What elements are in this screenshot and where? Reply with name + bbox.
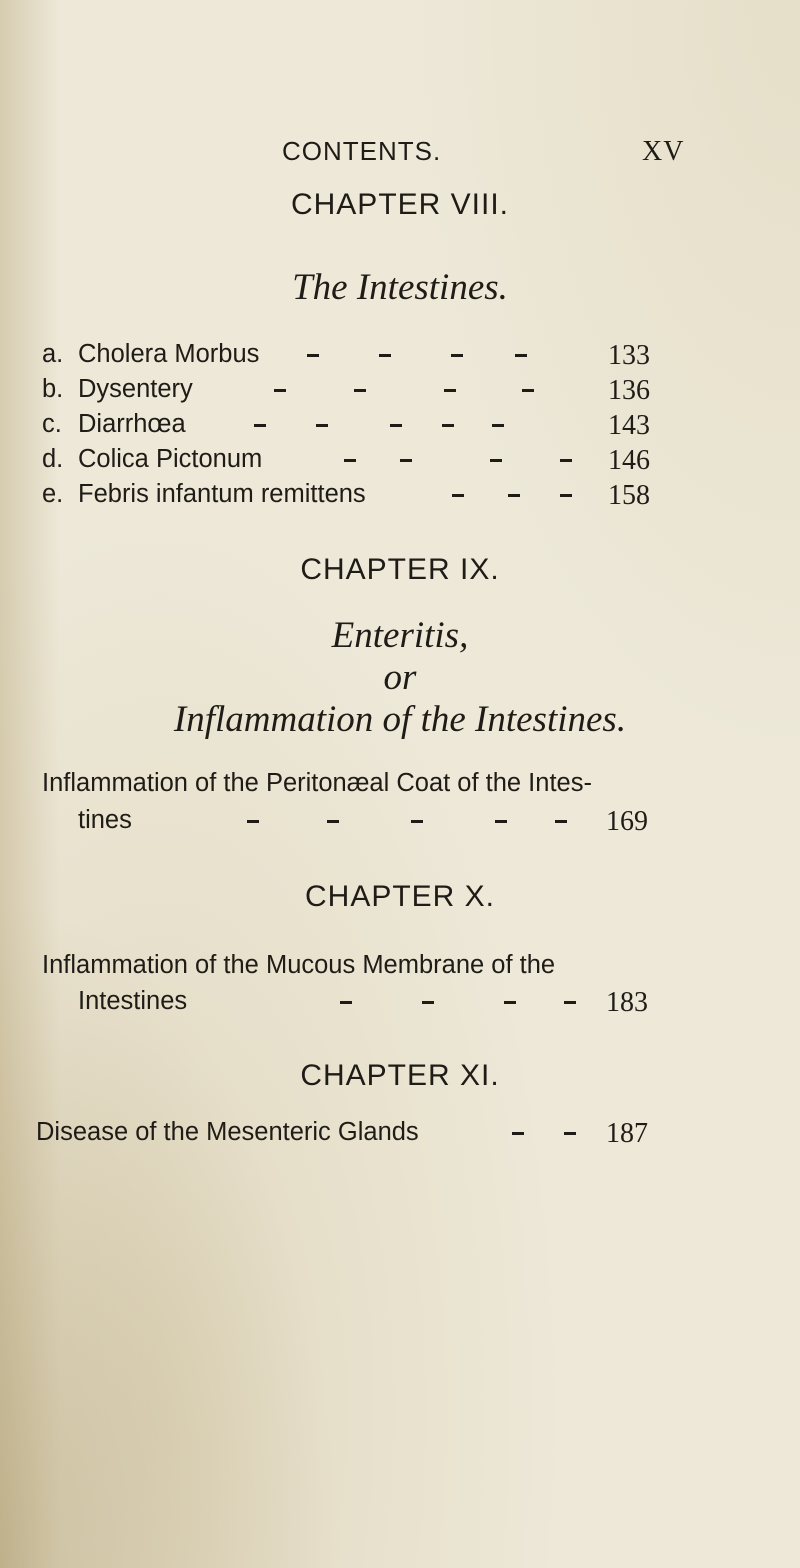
toc-entry[interactable] bbox=[42, 987, 692, 1021]
toc-entry[interactable] bbox=[36, 1118, 686, 1152]
entry-title: Cholera Morbus bbox=[78, 340, 260, 368]
chapter-ix-heading: CHAPTER IX. bbox=[300, 553, 500, 586]
entry-page: 169 bbox=[606, 806, 648, 837]
entry-letter: c. bbox=[42, 410, 62, 438]
chapter-viii-subtitle: The Intestines. bbox=[292, 267, 508, 308]
toc-entry[interactable] bbox=[42, 410, 692, 444]
entry-title: Colica Pictonum bbox=[78, 445, 263, 473]
entry-page: 187 bbox=[606, 1118, 648, 1149]
entry-title: Dysentery bbox=[78, 375, 193, 403]
toc-entry[interactable] bbox=[42, 340, 692, 374]
chapter-x-entry-line1: Inflammation of the Mucous Membrane of the bbox=[42, 951, 556, 979]
chapter-ix-subtitle-line1: Enteritis, bbox=[331, 615, 469, 656]
chapter-ix-entry-line1: Inflammation of the Peritonæal Coat of the Intes- bbox=[42, 769, 592, 797]
page-number: XV bbox=[642, 136, 685, 167]
toc-entry[interactable] bbox=[42, 375, 692, 409]
leader-dashes bbox=[247, 806, 567, 835]
entry-page: 136 bbox=[608, 375, 650, 406]
leader-dashes bbox=[254, 410, 504, 439]
entry-letter: e. bbox=[42, 480, 64, 508]
toc-entry[interactable] bbox=[42, 806, 692, 840]
entry-page: 158 bbox=[608, 480, 650, 511]
entry-page: 146 bbox=[608, 445, 650, 476]
entry-letter: b. bbox=[42, 375, 64, 403]
chapter-ix-subtitle-line2: or bbox=[383, 657, 417, 698]
entry-title: Intestines bbox=[78, 987, 188, 1015]
chapter-x-heading: CHAPTER X. bbox=[304, 880, 496, 913]
chapter-ix-subtitle-line3: Inflammation of the Intestines. bbox=[173, 699, 627, 740]
entry-page: 143 bbox=[608, 410, 650, 441]
entry-title: Disease of the Mesenteric Glands bbox=[36, 1118, 419, 1146]
toc-entry[interactable] bbox=[42, 445, 692, 479]
entry-page: 183 bbox=[606, 987, 648, 1018]
chapter-viii-heading: CHAPTER VIII. bbox=[290, 188, 510, 221]
leader-dashes bbox=[340, 987, 576, 1016]
entry-title: Febris infantum remittens bbox=[78, 480, 366, 508]
toc-entry[interactable] bbox=[42, 480, 692, 514]
entry-title: tines bbox=[78, 806, 132, 834]
entry-title: Diarrhœa bbox=[78, 410, 186, 438]
leader-dashes bbox=[274, 375, 534, 404]
leader-dashes bbox=[344, 445, 572, 474]
chapter-xi-heading: CHAPTER XI. bbox=[300, 1059, 500, 1092]
leader-dashes bbox=[452, 480, 572, 509]
entry-page: 133 bbox=[608, 340, 650, 371]
leader-dashes bbox=[512, 1118, 576, 1147]
entry-letter: a. bbox=[42, 340, 64, 368]
entry-letter: d. bbox=[42, 445, 64, 473]
running-title: CONTENTS. bbox=[282, 136, 442, 166]
leader-dashes bbox=[307, 340, 527, 369]
